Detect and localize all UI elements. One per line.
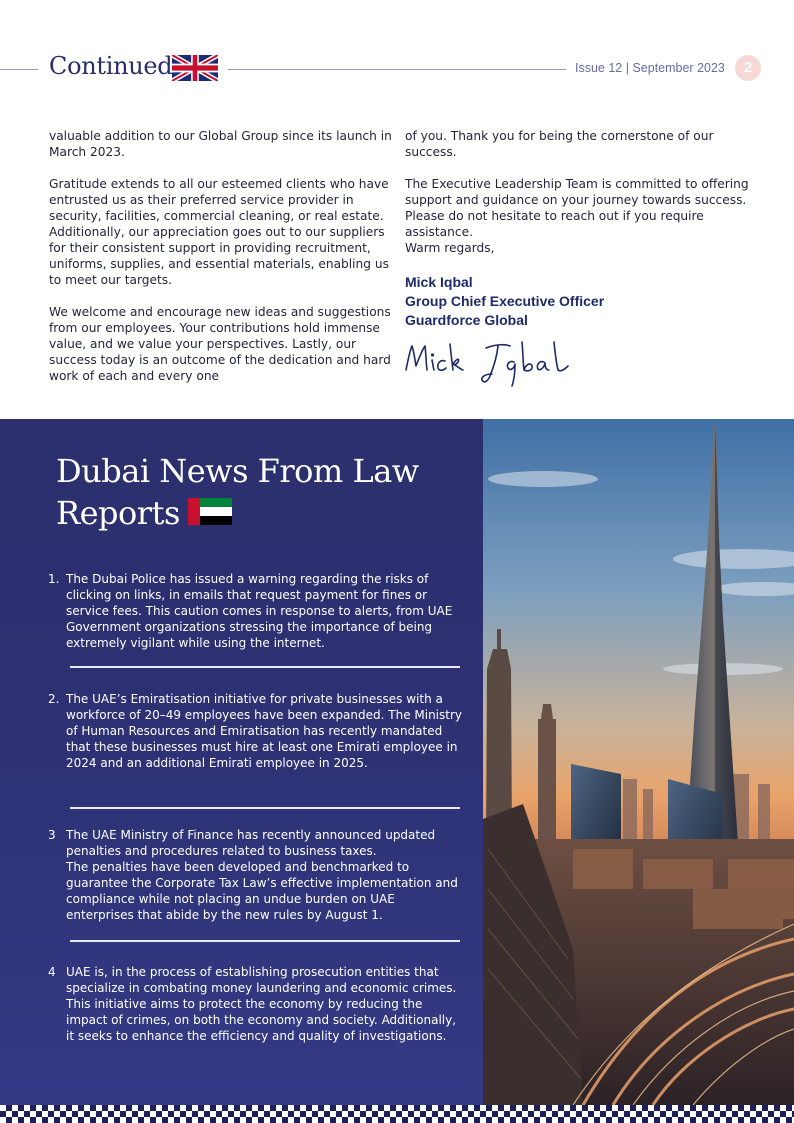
issue-label: Issue 12 | September 2023 (575, 61, 725, 75)
uae-flag-icon (188, 498, 232, 525)
page-number-badge: 2 (735, 55, 761, 81)
handwritten-signature (402, 336, 577, 392)
header-rule-left (0, 69, 38, 70)
news-section-title: Dubai News From Law Reports (56, 452, 419, 532)
news-item-number: 4 (48, 965, 56, 979)
signatory-organization: Guardforce Global (405, 312, 528, 328)
letter-paragraph: of you. Thank you for being the cornerstone of our success. (405, 129, 714, 159)
signature-block (405, 273, 755, 330)
letter-right-column (405, 128, 755, 330)
news-item-text: UAE is, in the process of establishing prosecution entities that specialize in combating money laundering and economic crimes. This initiative aims to protect the economy by reducing the impact of crimes, on both the economy and society. Additionally, it seeks to enhance the efficiency and quality of investigations. (66, 965, 457, 1043)
letter-closing: Warm regards, (405, 241, 495, 255)
news-item-text: The UAE Ministry of Finance has recently announced updated penalties and procedures related to business taxes. (66, 828, 436, 858)
news-item-number: 3 (48, 828, 56, 842)
news-item (48, 691, 464, 771)
news-divider (70, 666, 460, 668)
signatory-title: Group Chief Executive Officer (405, 293, 605, 309)
letter-paragraph: Gratitude extends to all our esteemed clients who have entrusted us as their preferred service provider in security, facilities, commercial cleaning, or real estate. Additionally, our appreciation goes out to our suppliers for their consistent support in providing recruitment, uniforms, supplies, and essential materials, enabling us to meet our targets. (49, 177, 389, 287)
letter-paragraph: We welcome and encourage new ideas and suggestions from our employees. Your contributions hold immense value, and we value your perspectives. Lastly, our success today is an outcome of the dedication and hard work of each and every one (49, 305, 391, 383)
header-rule-middle (228, 69, 566, 70)
news-item-number: 1. (48, 572, 60, 586)
dubai-skyline-photo (483, 419, 794, 1105)
page-title: Continued (49, 52, 173, 80)
letter-paragraph: The Executive Leadership Team is committed to offering support and guidance on your journey towards success. Please do not hesitate to reach out if you require assistance. (405, 177, 749, 239)
uk-flag-icon (172, 55, 218, 81)
news-item-text: The penalties have been developed and benchmarked to guarantee the Corporate Tax Law’s effective implementation and compliance while not placing an undue burden on UAE enterprises that abide by the new rules by August 1. (66, 860, 458, 922)
letter-paragraph: valuable addition to our Global Group since its launch in March 2023. (49, 129, 392, 159)
letter-left-column (49, 128, 394, 400)
news-item (48, 964, 464, 1044)
news-item-text: The Dubai Police has issued a warning regarding the risks of clicking on links, in emails that request payment for fines or service fees. This caution comes in response to alerts, from UAE Government organizations stressing the importance of being extremely vigilant while using the internet. (66, 572, 453, 650)
news-divider (70, 940, 460, 942)
news-item-number: 2. (48, 692, 60, 706)
news-item (48, 571, 464, 651)
news-item-text: The UAE’s Emiratisation initiative for private businesses with a workforce of 20–49 employees have been expanded. The Ministry of Human Resources and Emiratisation has recently mandated that these businesses must hire at least one Emirati employee in 2024 and an additional Emirati employee in 2025. (66, 692, 463, 770)
news-divider (70, 807, 460, 809)
checkered-footer-band (0, 1105, 794, 1123)
news-item (48, 827, 464, 923)
signatory-name: Mick Iqbal (405, 274, 473, 290)
